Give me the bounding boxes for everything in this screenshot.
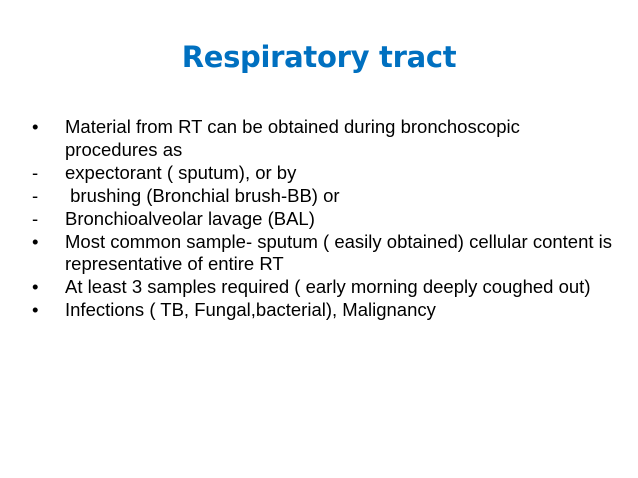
bullet-marker: • (32, 276, 39, 297)
dash-marker: - (32, 207, 39, 229)
bullet-marker: • (32, 299, 39, 320)
bullet-marker: • (32, 230, 39, 252)
bullet-text: At least 3 samples required ( early morning deeply coughed out) (65, 276, 591, 297)
bullet-list (30, 116, 618, 322)
bullet-item (30, 230, 618, 276)
bullet-text: brushing (Bronchial brush-BB) or (65, 184, 340, 206)
bullet-text: Infections ( TB, Fungal,bacterial), Malignancy (65, 299, 436, 320)
bullet-item (30, 276, 615, 299)
bullet-item (30, 208, 615, 231)
bullet-text: expectorant ( sputum), or by (65, 161, 297, 183)
dash-marker: - (32, 161, 39, 183)
bullet-item (30, 162, 615, 185)
bullet-marker: • (32, 116, 39, 137)
bullet-item (30, 185, 615, 208)
bullet-text: Material from RT can be obtained during bronchoscopic procedures as (65, 116, 526, 160)
dash-marker: - (32, 184, 39, 206)
bullet-text: Bronchioalveolar lavage (BAL) (65, 207, 315, 229)
slide-title: Respiratory tract (181, 40, 457, 74)
bullet-item (30, 299, 615, 322)
bullet-text: Most common sample- sputum ( easily obtained) cellular content is representative of entire RT (65, 230, 618, 274)
bullet-item (30, 116, 615, 161)
